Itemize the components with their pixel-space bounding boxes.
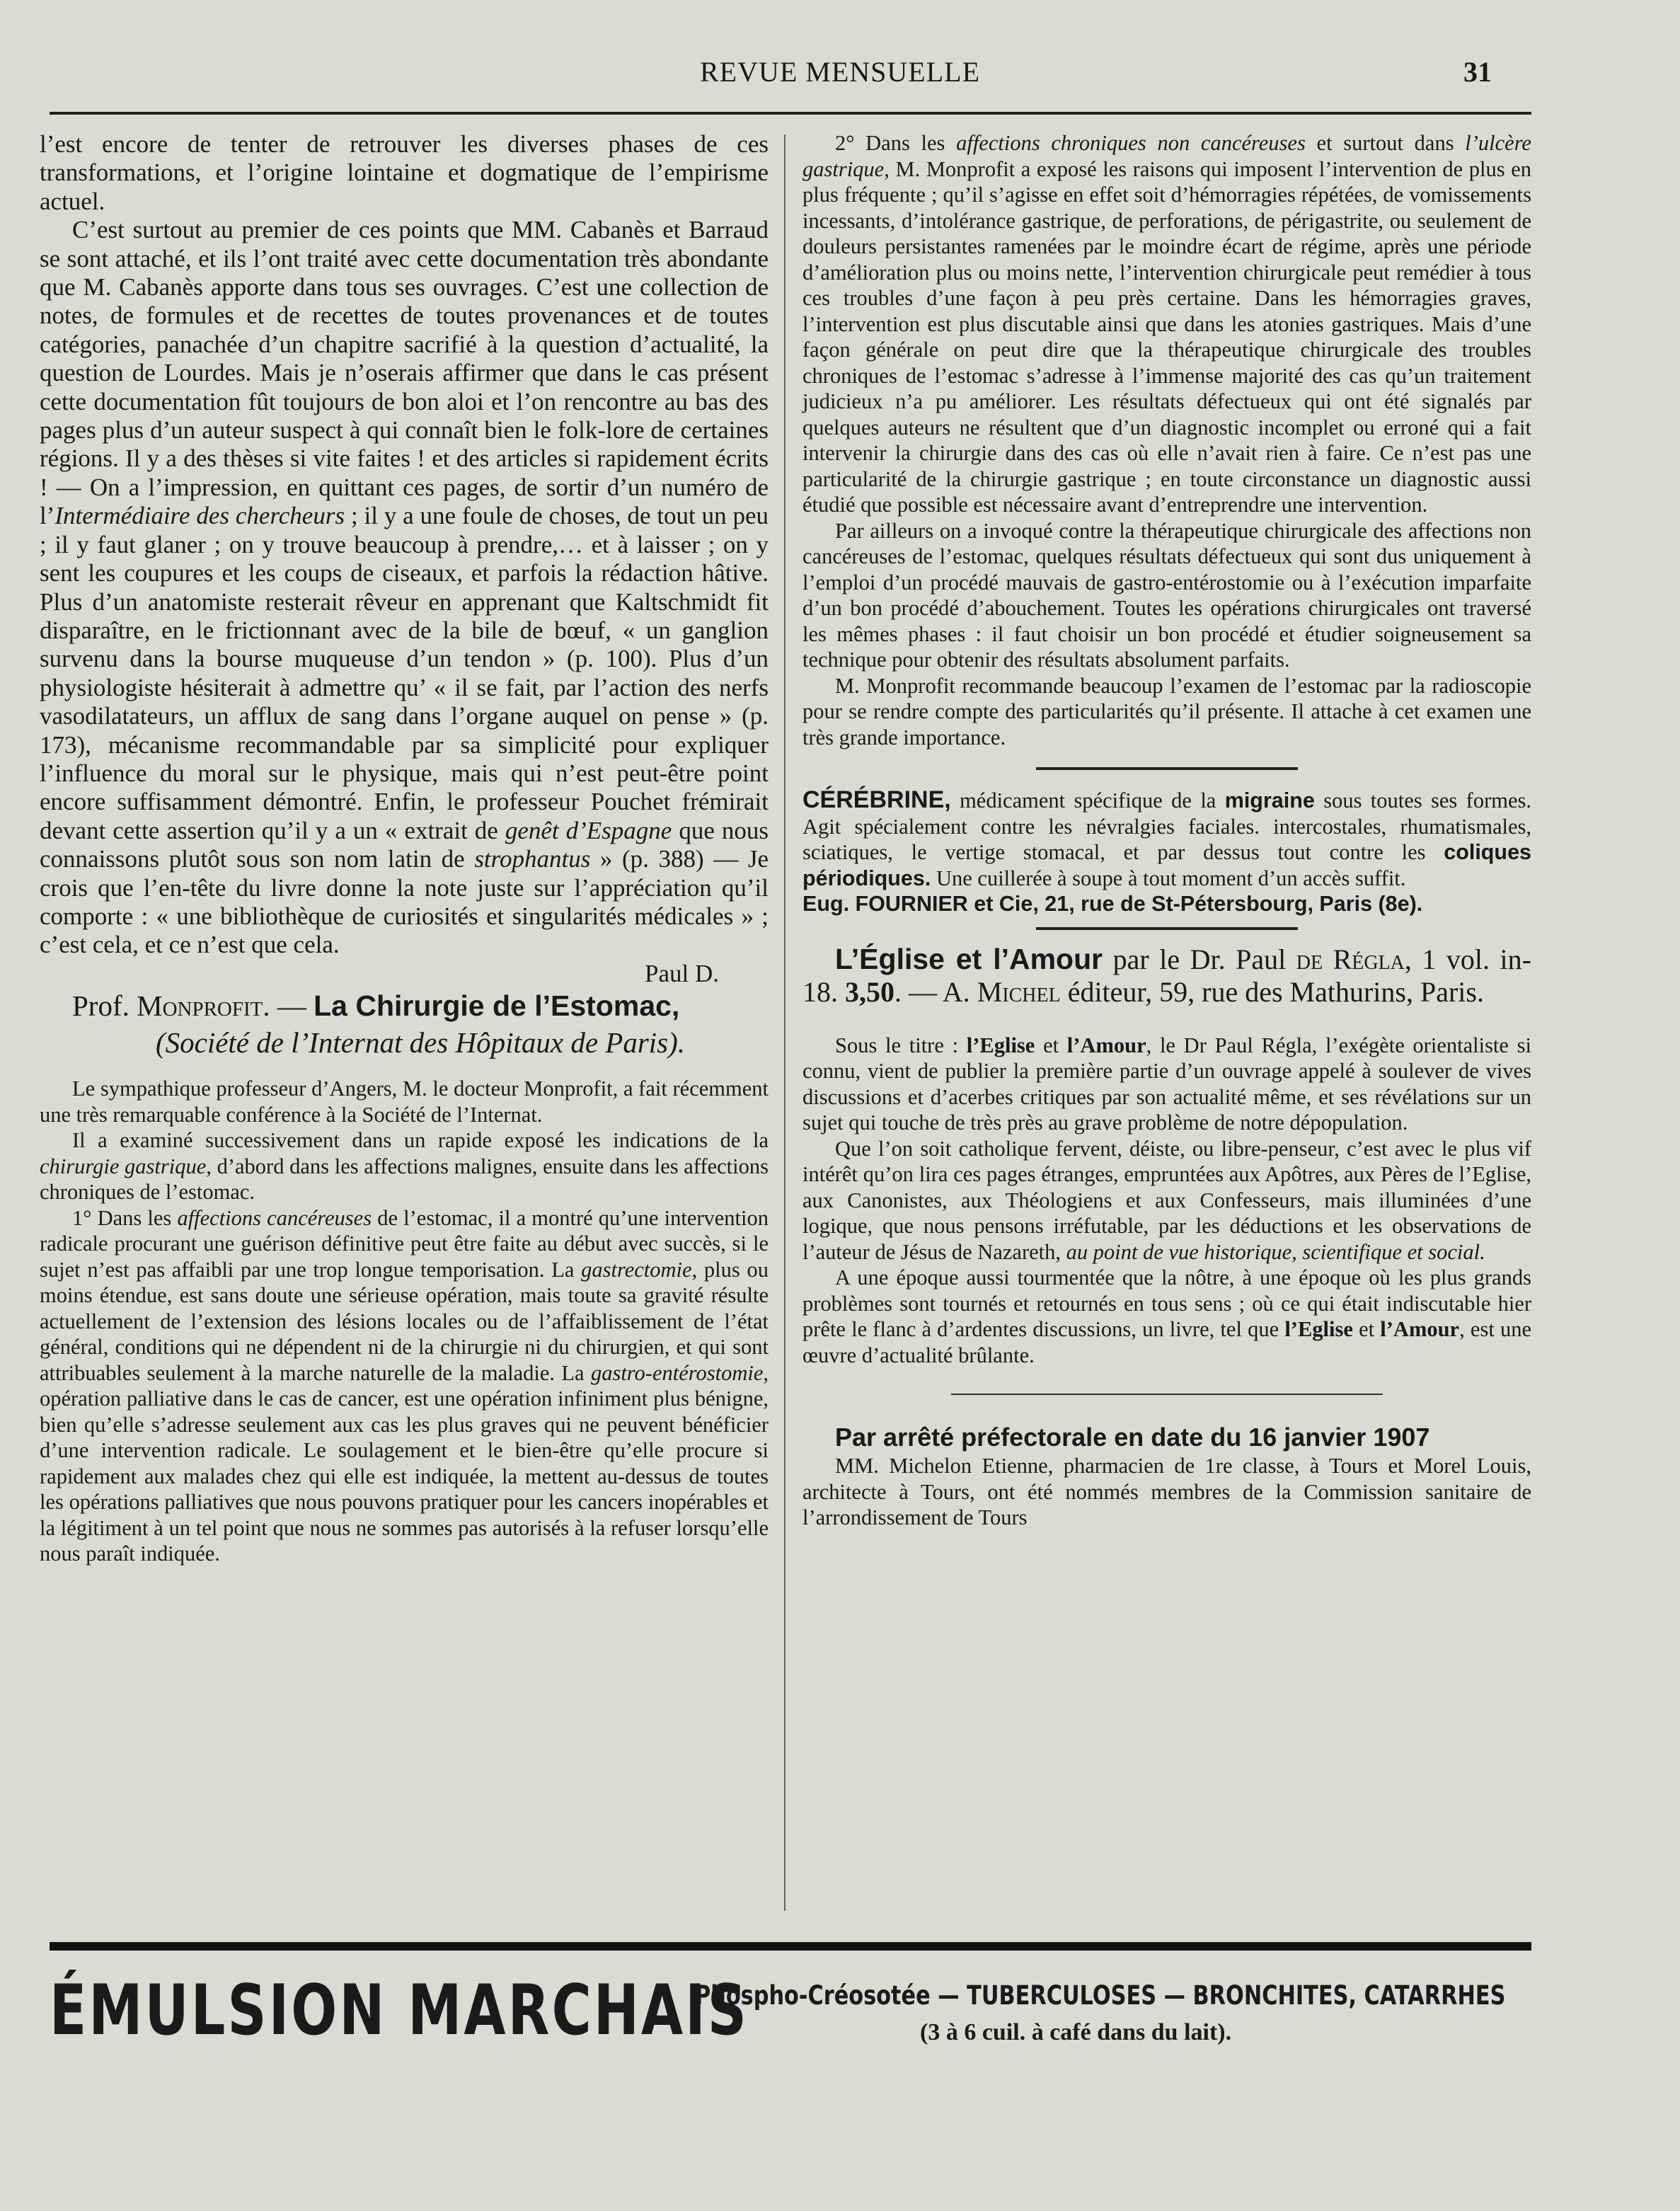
left-column [40, 130, 769, 1567]
paragraph: Le sympathique professeur d’Angers, M. le docteur Monprofit, a fait récemment une très remarquable conférence à la Société de l’Internat. [40, 1076, 769, 1127]
paragraph: Sous le titre : l’Eglise et l’Amour, le Dr Paul Régla, l’exégète orientaliste si connu, vient de publier la première partie d’un ouvrage appelé à soulever de vives discussions et d’acerbes critiques par son actualité même, et ses révélations sur un sujet qui touche de très près au grave problème de notre dépopulation. [802, 1033, 1531, 1135]
paragraph: A une époque aussi tourmentée que la nôtre, à une époque où les plus grands problèmes sont tournés et retournés en tous sens ; où ce qui était indiscutable hier prête le flanc à d’ardentes discussions, un livre, tel que l’Eglise et l’Amour, est une œuvre d’actualité brûlante. [802, 1265, 1531, 1367]
article-heading: Prof. Monprofit. — La Chirurgie de l’Estomac, (Société de l’Internat des Hôpitaux de Paris). [72, 989, 686, 1059]
paragraph: Que l’on soit catholique fervent, déiste, ou libre-penseur, c’est avec le plus vif intérêt qu’on lira ces pages étranges, empruntées aux Apôtres, aux Pères de l’Eglise, aux Canonistes, aux Théologiens et aux Confesseurs, mais illuminées d’une logique, que nous pensons irréfutable, par les déductions et les observations de l’auteur de Jésus de Nazareth, au point de vue historique, scientifique et social. [802, 1136, 1531, 1264]
paragraph: l’est encore de tenter de retrouver les diverses phases de ces transformations, et l’origine lointaine et dogmatique de l’empirisme actuel. [40, 130, 769, 215]
notice-heading: Par arrêté préfectorale en date du 16 janvier 1907 [835, 1423, 1430, 1452]
column-divider [784, 134, 786, 1911]
cerebrine-maker: Eug. FOURNIER et Cie, 21, rue de St-Pétersbourg, Paris (8e). [802, 892, 1423, 916]
section-rule [1036, 767, 1298, 770]
running-title: REVUE MENSUELLE [699, 56, 981, 88]
right-column [802, 130, 1531, 1531]
emulsion-advert-name: ÉMULSION MARCHAIS [50, 1970, 749, 2051]
page-number: 31 [1463, 56, 1492, 88]
cerebrine-advert: CÉRÉBRINE, médicament spécifique de la migraine sous toutes ses formes. Agit spécialement contre les névralgies faciales. intercostales, rhumatismales, sciatiques, le vertige stomacal, et par dessus tout contre les coliques périodiques. Une cuillerée à soupe à tout moment d’un accès suffit. [802, 786, 1531, 890]
paragraph: C’est surtout au premier de ces points que MM. Cabanès et Barraud se sont attaché, et ils l’ont traité avec cette documentation très abondante que M. Cabanès apporte dans tous ses ouvrages. C’est une collection de notes, de formules et de recettes de toutes provenances et de toutes catégories, panachée d’un chapitre sacrifié à la question d’actualité, la question de Lourdes. Mais je n’oserais affirmer que dans le cas présent cette documentation fût toujours de bon aloi et l’on rencontre au bas des pages plus d’un auteur suspect à qui connaît bien le folk-lore de certaines régions. Il y a des thèses si vite faites ! et des articles si rapidement écrits ! — On a l’impression, en quittant ces pages, de sortir d’un numéro de l’Intermédiaire des chercheurs ; il y a une foule de choses, de tout un peu ; il y faut glaner ; on y trouve beaucoup à prendre,… et à laisser ; on y sent les coupures et les coups de ciseaux, et parfois la rédaction hâtive. Plus d’un anatomiste resterait rêveur en apprenant que Kaltschmidt fit disparaître, en le frictionnant avec de la bile de bœuf, « un ganglion survenu dans la bourse muqueuse d’un tendon » (p. 100). Plus d’un physiologiste hésiterait à admettre qu’ « il se fait, par l’action des nerfs vasodilatateurs, un afflux de sang dans l’organe auquel on pense » (p. 173), mécanisme recommandable par sa simplicité pour expliquer l’influence du moral sur le physique, mais qui n’est peut-être point encore suffisamment démontré. Enfin, le professeur Pouchet frémirait devant cette assertion qu’il y a un « extrait de genêt d’Espagne que nous connaissons plutôt sous son nom latin de strophantus » (p. 388) — Je crois que l’en-tête du livre donne la note juste sur l’appréciation qu’il comporte : « une bibliothèque de curiosités et singularités médicales » ; c’est cela, et ce n’est que cela. [40, 216, 769, 959]
header-rule [50, 112, 1531, 115]
emulsion-advert-description: Phospho-Créosotée — TUBERCULOSES — BRONCHITES, CATARRHES (3 à 6 cuil. à café dans du lait). [695, 1980, 1506, 2045]
section-rule [1036, 927, 1298, 930]
paragraph: MM. Michelon Etienne, pharmacien de 1re classe, à Tours et Morel Louis, architecte à Tours, ont été nommés membres de la Commission sanitaire de l’arrondissement de Tours [802, 1454, 1531, 1529]
section-rule [951, 1394, 1383, 1395]
paragraph: Il a examiné successivement dans un rapide exposé les indications de la chirurgie gastrique, d’abord dans les affections malignes, ensuite dans les affections chroniques de l’estomac. [40, 1128, 769, 1205]
signature: Paul D. [645, 959, 719, 987]
paragraph: Par ailleurs on a invoqué contre la thérapeutique chirurgicale des affections non cancéreuses de l’estomac, quelques résultats défectueux qui sont dus uniquement à l’emploi d’un procédé mauvais de gastro-entérostomie ou à l’exécution imparfaite d’un bon procédé d’abouchement. Toutes les opérations chirurgicales ont traversé les mêmes phases : il faut choisir un bon procédé et étudier soigneusement sa technique pour obtenir des résultats absolument parfaits. [802, 518, 1531, 672]
paragraph: 1° Dans les affections cancéreuses de l’estomac, il a montré qu’une intervention radicale procurant une guérison définitive peut être faite au début avec succès, si le sujet n’est pas affaibli par une trop longue temporisation. La gastrectomie, plus ou moins étendue, est sans doute une sérieuse opération, mais toute sa gravité résulte actuellement de l’extension des lésions locales ou de l’affaiblissement de l’état général, conditions qui ne dépendent ni de la chirurgie ni du chirurgien, et qui sont attribuables seulement à la marche naturelle de la maladie. La gastro-entérostomie, opération palliative dans le cas de cancer, est une opération infiniment plus bénigne, bien qu’elle s’adresse seulement aux cas les plus graves qui ne peuvent bénéficier d’une intervention radicale. Le soulagement et le bien-être qu’elle procure si rapidement aux malades chez qui elle est indiquée, la mettent au-dessus de toutes les opérations palliatives que nous pouvons pratiquer pour les cancers inopérables et la légitiment à un tel point que nous ne sommes pas autorisés à la refuser lorsqu’elle nous paraît indiquée. [40, 1205, 769, 1566]
paragraph: M. Monprofit recommande beaucoup l’examen de l’estomac par la radioscopie pour se rendre compte des particularités qu’il présente. Il attache à cet examen une très grande importance. [802, 673, 1531, 750]
advert-rule [50, 1942, 1531, 1951]
paragraph: 2° Dans les affections chroniques non cancéreuses et surtout dans l’ulcère gastrique, M. Monprofit a exposé les raisons qui imposent l’intervention de plus en plus fréquente ; qu’il s’agisse en effet soit d’hémorragies répétées, de vomissements incessants, d’intolérance gastrique, de perforations, de périgastrite, ou seulement de douleurs persistantes ramenées par le moindre écart de régime, après une période d’amélioration plus ou moins nette, l’intervention chirurgicale peut remédier à tous ces troubles d’une façon à peu près certaine. Dans les hémorragies graves, l’intervention est plus discutable ainsi que dans les atonies gastriques. Mais d’une façon générale on peut dire que la thérapeutique chirurgicale des troubles chroniques de l’estomac s’adresse à l’immense majorité des cas qu’un traitement judicieux n’a pu améliorer. Les résultats défectueux qui ont été signalés par quelques auteurs ne résultent que d’un diagnostic incomplet ou erroné qui a fait intervenir la chirurgie dans des cas où elle n’avait rien à faire. Ce n’est pas une particularité de la chirurgie gastrique ; en toute circonstance un diagnostic aussi étudié que possible est nécessaire avant d’entreprendre une intervention. [802, 131, 1531, 517]
book-heading: L’Église et l’Amour par le Dr. Paul de Régla, 1 vol. in-18. 3,50. — A. Michel éditeur, 59, rue des Mathurins, Paris. [802, 942, 1531, 1008]
